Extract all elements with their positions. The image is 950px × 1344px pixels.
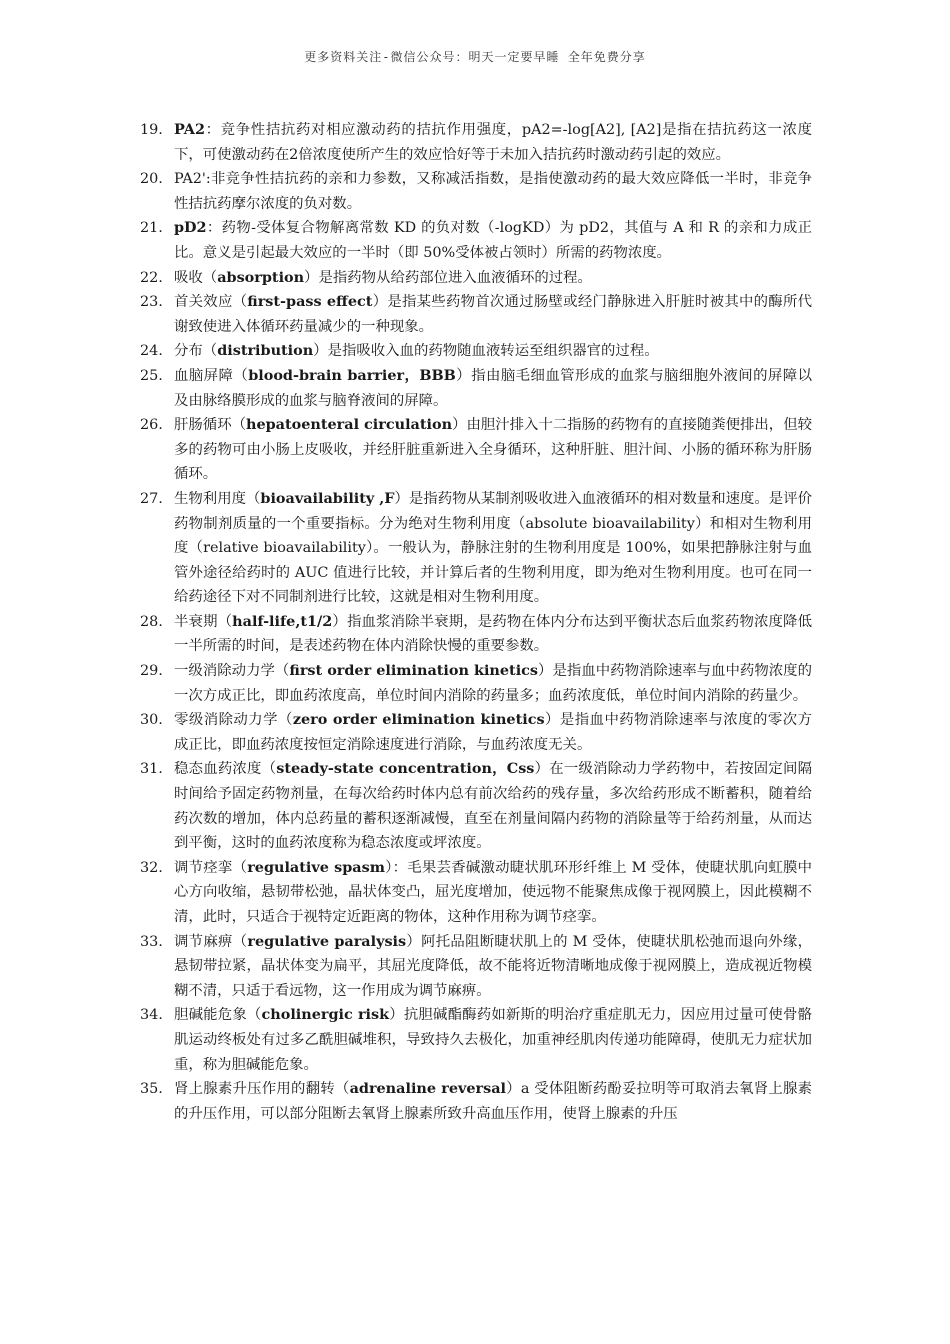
entry-term: pD2 xyxy=(174,219,207,237)
entry-term: PA2 xyxy=(174,121,205,138)
list-item xyxy=(140,216,812,265)
entry-term: first order elimination kinetics xyxy=(289,662,539,680)
entry-definition: ）在一级消除动力学药物中，若按固定间隔时间给予固定药物剂量，在每次给药时体内总有前次给药的残存量，多次给药形成不断蓄积，随着给药次数的增加，体内总药量的蓄积逐渐减慢，直至在剂量间隔内药物的消除量等于给药剂量，从而达到平衡，这时的血药浓度称为稳态浓度或坪浓度。 xyxy=(174,761,812,852)
entry-term: regulative paralysis xyxy=(247,932,407,950)
entry-lead: 吸收（ xyxy=(174,269,218,286)
entry-definition: ）是指血中药物消除速率与浓度的零次方成正比，即血药浓度按恒定消除速度进行消除，与血药浓度无关。 xyxy=(174,712,812,753)
entry-lead: 生物利用度（ xyxy=(174,490,261,507)
entry-definition: ）阿托品阻断睫状肌上的 M 受体，使睫状肌松弛而退向外缘，悬韧带拉紧，晶状体变为扁平，其屈光度降低，故不能将近物清晰地成像于视网膜上，造成视近物模糊不清，只适于看远物，这一作用成为调节麻痹。 xyxy=(174,933,812,999)
list-item xyxy=(140,364,812,413)
list-item xyxy=(140,708,812,757)
entry-number: 31. xyxy=(140,761,163,778)
entry-definition: ）指由脑毛细血管形成的血浆与脑细胞外液间的屏障以及由脉络膜形成的血浆与脑脊液间的屏障。 xyxy=(174,367,812,409)
list-item xyxy=(140,757,812,855)
entry-number: 19. xyxy=(140,122,163,138)
entry-term: hepatoenteral circulation xyxy=(245,416,453,434)
entry-number: 33. xyxy=(140,933,163,950)
entry-term: first-pass effect xyxy=(247,293,373,311)
entry-lead: 半衰期（ xyxy=(174,613,233,630)
entry-definition: ）由胆汁排入十二指肠的药物有的直接随粪便排出，但较多的药物可由小肠上皮吸收，并经肝脏重新进入全身循环，这种肝脏、胆汁间、小肠的循环称为肝肠循环。 xyxy=(174,417,812,483)
list-item xyxy=(140,413,812,487)
list-item xyxy=(140,290,812,339)
entry-definition: ）抗胆碱酯酶药如新斯的明治疗重症肌无力，因应用过量可使骨骼肌运动终板处有过多乙酰胆碱堆积，导致持久去极化，加重神经肌肉传递功能障碍，使肌无力症状加重，称为胆碱能危象。 xyxy=(174,1007,812,1073)
entry-lead: 首关效应（ xyxy=(174,294,248,311)
entry-definition: ）是指吸收入血的药物随血液转运至组织器官的过程。 xyxy=(313,343,659,360)
entry-lead: 肝肠循环（ xyxy=(174,417,246,434)
entry-number: 25. xyxy=(140,367,163,384)
list-item xyxy=(140,167,812,216)
glossary-list xyxy=(140,118,812,1126)
entry-lead: 血脑屏障（ xyxy=(174,367,249,384)
entry-term: zero order elimination kinetics xyxy=(292,711,545,729)
entry-number: 22. xyxy=(140,269,163,286)
entry-number: 34. xyxy=(140,1007,163,1024)
entry-number: 27. xyxy=(140,490,163,507)
entry-definition: ）：毛果芸香碱激动睫状肌环形纤维上 M 受体，使睫状肌向虹膜中心方向收缩，悬韧带松弛，晶状体变凸，屈光度增加，使远物不能聚焦成像于视网膜上，因此模糊不清，此时，只适合于视特定近距离的物体，这种作用称为调节痉挛。 xyxy=(174,859,813,925)
entry-term: blood-brain barrier，BBB xyxy=(248,366,456,384)
list-item xyxy=(140,1003,812,1077)
list-item xyxy=(140,1077,812,1126)
list-item xyxy=(140,487,812,610)
entry-number: 26. xyxy=(140,417,163,434)
entry-definition: ）是指某些药物首次通过肠壁或经门静脉进入肝脏时被其中的酶所代谢致使进入体循环药量减少的一种现象。 xyxy=(174,294,812,335)
entry-term: absorption xyxy=(217,268,305,286)
list-item xyxy=(140,856,812,930)
entry-lead: 分布（ xyxy=(174,343,218,360)
entry-term: distribution xyxy=(217,342,314,360)
entry-definition: ：竞争性拮抗药对相应激动药的拮抗作用强度，pA2=-log[A2], [A2]是指在拮抗药这一浓度下，可使激动药在2倍浓度使所产生的效应恰好等于未加入拮抗药时激动药引起的效应。 xyxy=(174,122,812,163)
entry-term: steady-state concentration，Css xyxy=(276,760,535,778)
entry-lead: PA2':非竞争性拮抗药的亲和力参数，又称减活指数，是指使激动药的最大效应降低一半时，非竞争性拮抗药摩尔浓度的负对数。 xyxy=(174,171,812,212)
list-item xyxy=(140,930,812,1004)
entry-definition: ：药物-受体复合物解离常数 KD 的负对数（-logKD）为 pD2，其值与 A 和 R 的亲和力成正比。意义是引起最大效应的一半时（即 50%受体被占领时）所需的药物浓度。 xyxy=(174,220,812,261)
entry-number: 28. xyxy=(140,613,163,630)
entry-number: 30. xyxy=(140,712,163,729)
entry-lead: 稳态血药浓度（ xyxy=(174,761,277,778)
entry-lead: 肾上腺素升压作用的翻转（ xyxy=(174,1081,350,1098)
list-item xyxy=(140,118,812,167)
entry-definition: ）是指血中药物消除速率与血中药物浓度的一次方成正比，即血药浓度高，单位时间内消除的药量多；血药浓度低，单位时间内消除的药量少。 xyxy=(174,663,812,704)
entry-definition: ）是指药物从某制剂吸收进入血液循环的相对数量和速度。是评价药物制剂质量的一个重要指标。分为绝对生物利用度（absolute bioavailability）和相对生物利用度（relative bioavailability）。一般认为，静脉注射的生物利用度是 100%，如果把静脉注射与血管外途径给药时的 AUC 值进行比较，并计算后者的生物利用度，即为绝对生物利用度。也可在同一给药途径下对不同制剂进行比较，这就是相对生物利用度。 xyxy=(174,490,812,606)
entry-number: 29. xyxy=(140,663,163,680)
entry-number: 23. xyxy=(140,294,163,311)
entry-lead: 调节麻痹（ xyxy=(174,933,248,950)
entry-definition: ）是指药物从给药部位进入血液循环的过程。 xyxy=(304,269,592,286)
entry-number: 24. xyxy=(140,343,163,360)
entry-definition: ）a 受体阻断药酚妥拉明等可取消去氧肾上腺素的升压作用，可以部分阻断去氧肾上腺素所致升高血压作用，使肾上腺素的升压 xyxy=(174,1081,813,1122)
entry-lead: 胆碱能危象（ xyxy=(174,1007,262,1024)
list-item xyxy=(140,659,812,708)
entry-number: 20. xyxy=(140,171,163,188)
entry-number: 32. xyxy=(140,859,163,876)
page-header: 更多资料关注-微信公众号：明天一定要早睡 全年免费分享 xyxy=(304,50,646,64)
entry-term: bioavailability ,F xyxy=(260,489,395,507)
entry-term: regulative spasm xyxy=(247,858,385,876)
list-item xyxy=(140,339,812,364)
entry-lead: 一级消除动力学（ xyxy=(174,663,290,680)
entry-term: adrenaline reversal xyxy=(349,1080,507,1098)
entry-term: half-life,t1/2 xyxy=(232,612,333,630)
entry-number: 21. xyxy=(140,220,163,237)
entry-number: 35. xyxy=(140,1081,163,1098)
entry-definition: ）指血浆消除半衰期，是药物在体内分布达到平衡状态后血浆药物浓度降低一半所需的时间，是表述药物在体内消除快慢的重要参数。 xyxy=(174,613,812,655)
list-item xyxy=(140,266,812,291)
list-item xyxy=(140,610,812,659)
entry-lead: 调节痉挛（ xyxy=(174,859,248,876)
entry-term: cholinergic risk xyxy=(261,1006,390,1024)
entry-lead: 零级消除动力学（ xyxy=(174,712,293,729)
